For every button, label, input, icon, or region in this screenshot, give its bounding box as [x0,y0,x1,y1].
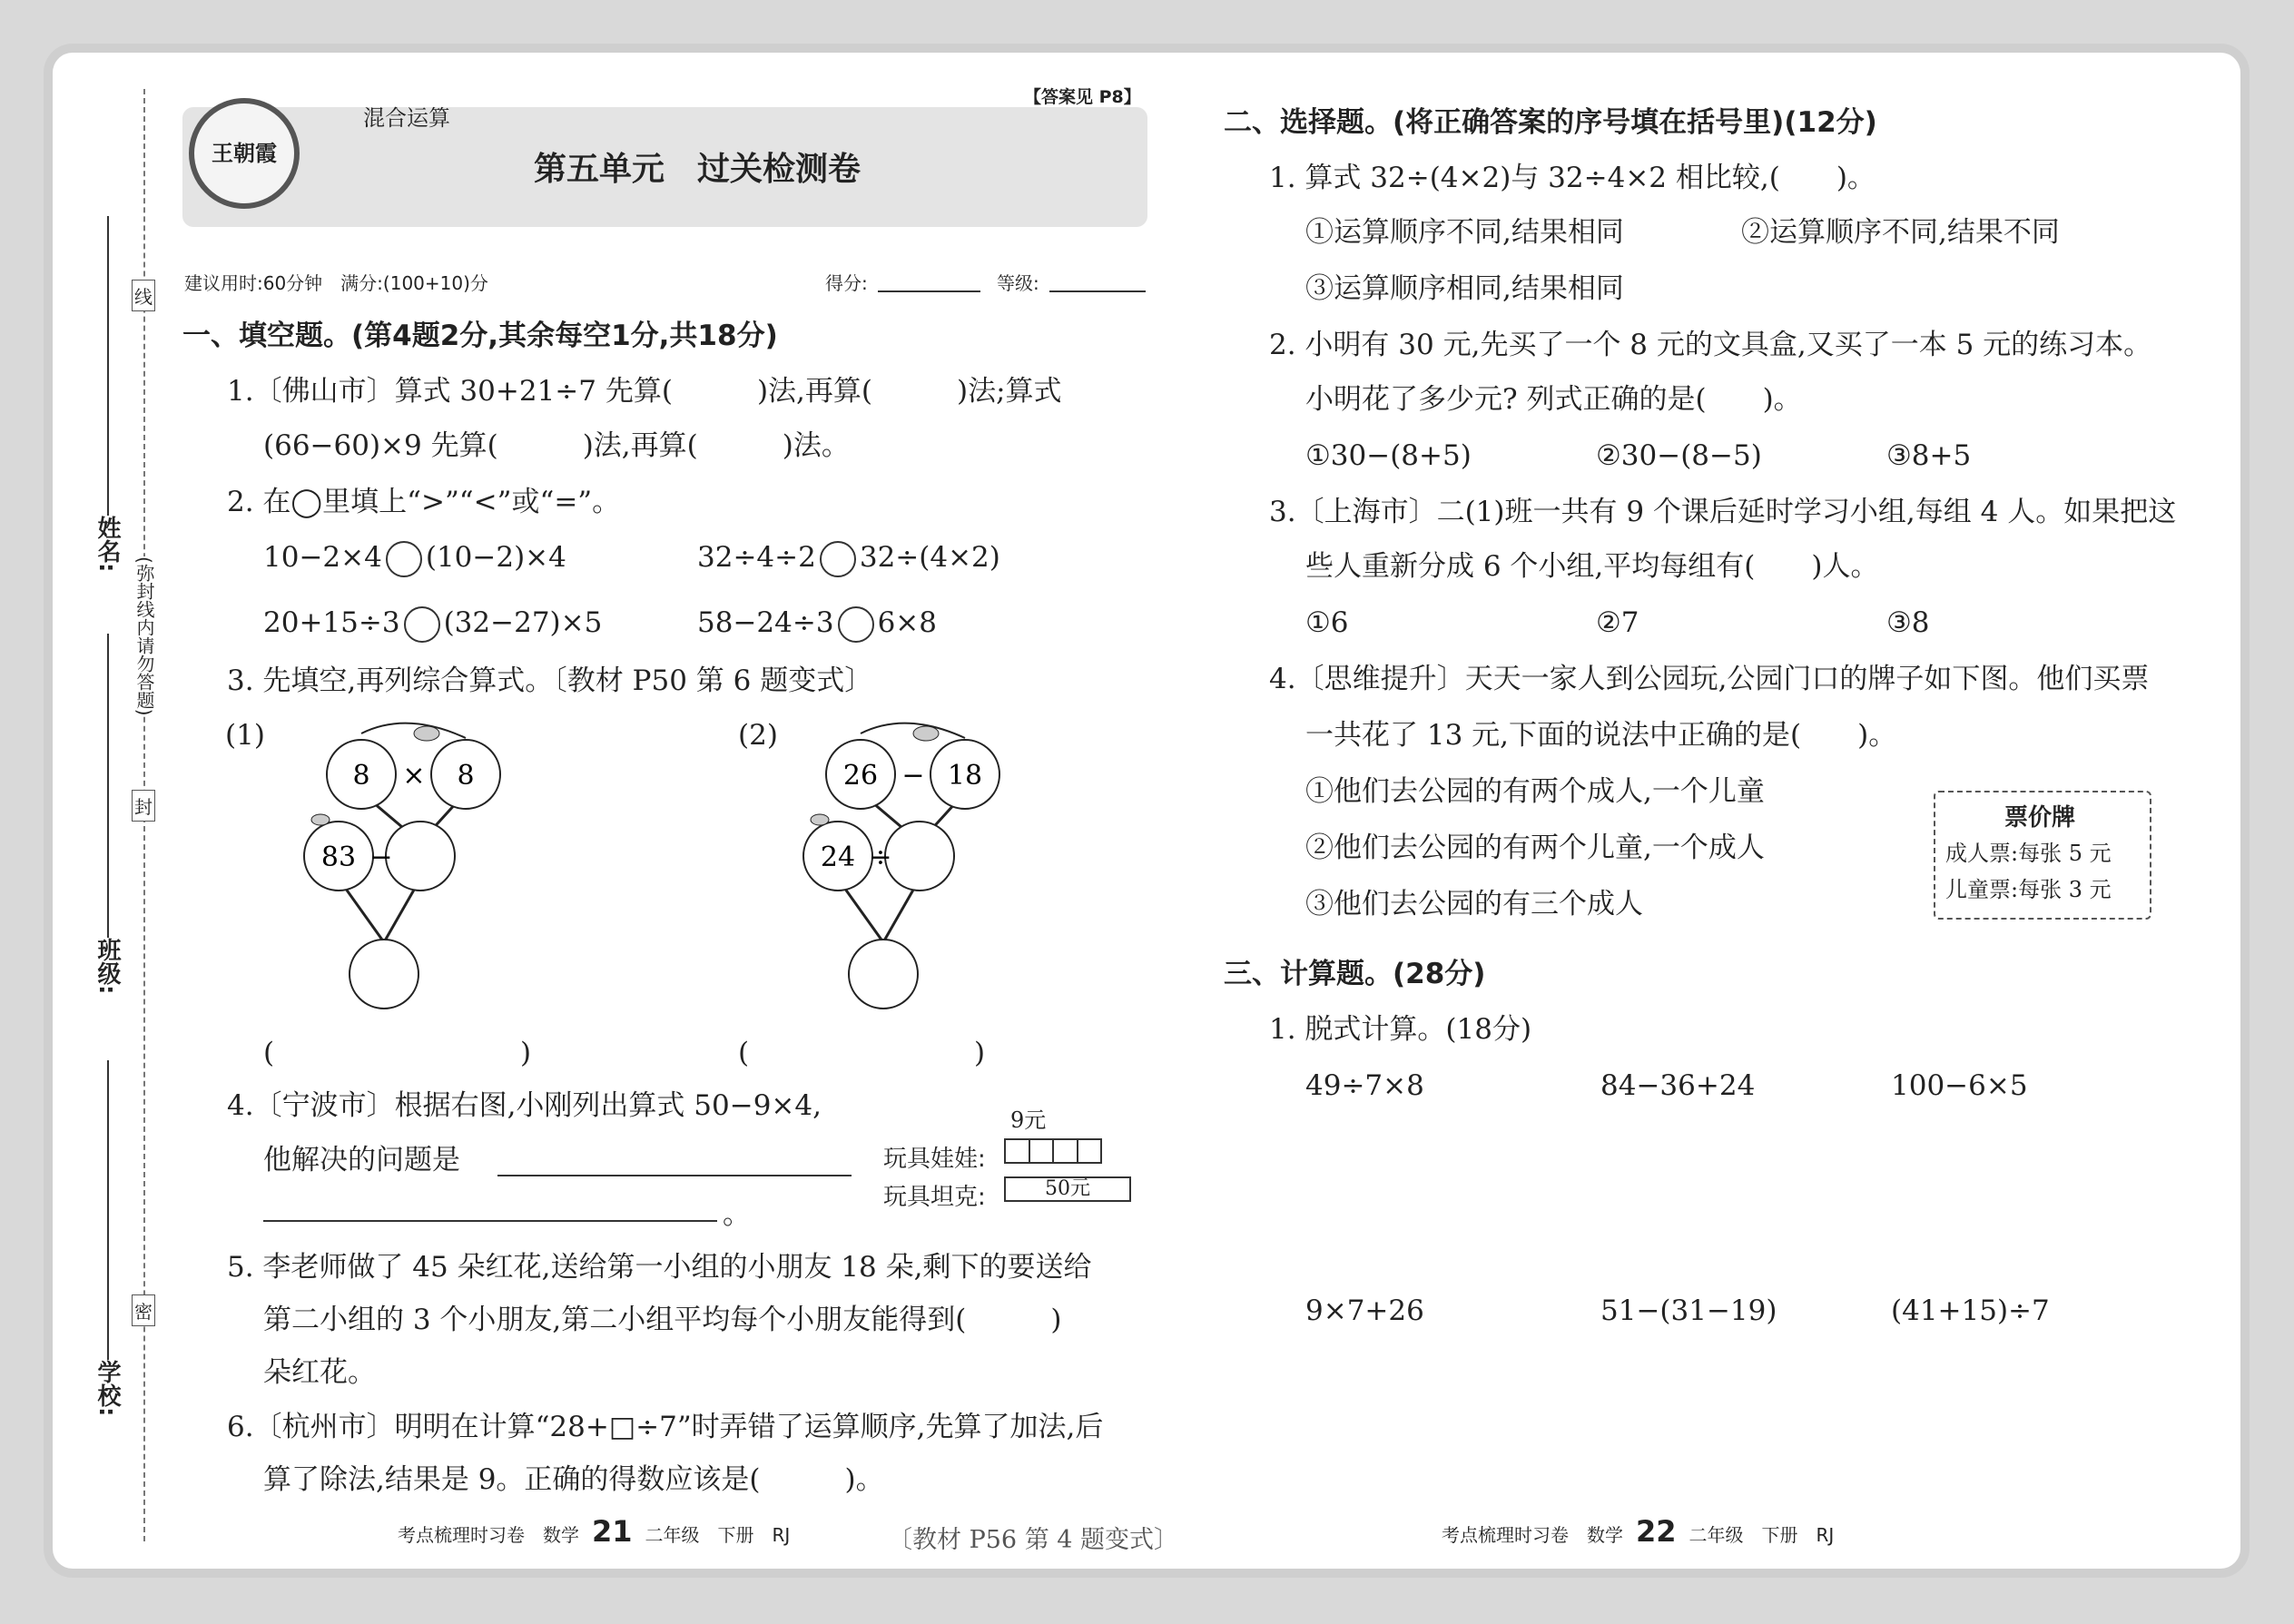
grade-label: 等级: [997,272,1039,294]
q3-answer-close-2: ) [974,1037,986,1069]
q2-item-4: 58−24÷3 6×8 [697,605,937,643]
margin-line-mark: 线 [132,280,155,311]
exam-paper [53,53,2240,1569]
page-title: 第五单元 过关检测卷 [534,151,861,188]
q4-answer-blank-1[interactable] [497,1175,852,1176]
tree1-op1: × [402,760,426,792]
tree1-op2: − [369,842,393,873]
class-label: 班级: [94,938,121,995]
ticket-adult: 成人票:每张 5 元 [1945,841,2112,866]
q2-item-2: 32÷4÷2 32÷(4×2) [697,539,1000,577]
q5-line3: 朵红花。 [263,1356,376,1389]
q4-end-mark: 。 [723,1198,751,1231]
compare-circle[interactable] [820,541,856,577]
tree2-op2: ÷ [869,842,892,873]
s2-q1-text: 1. 算式 32÷(4×2)与 32÷4×2 相比较,( )。 [1269,162,1876,194]
q3-answer-open-2: ( [738,1037,750,1069]
s2-q2-opt3: ③8+5 [1886,439,1972,472]
q2-text: 2. 在◯里填上“>”“<”或“=”。 [227,486,621,518]
calc-item-4: 9×7+26 [1305,1294,1424,1327]
s2-q2-line1: 2. 小明有 30 元,先买了一个 8 元的文具盒,又买了一本 5 元的练习本。 [1269,329,2152,361]
s2-q4-opt1: ①他们去公园的有两个成人,一个儿童 [1305,775,1765,808]
name-label: 姓名: [94,516,121,573]
school-line [107,1060,109,1360]
time-score-info: 建议用时:60分钟 满分:(100+10)分 [184,272,488,294]
compare-circle[interactable] [386,541,422,577]
ticket-title: 票价牌 [2004,804,2076,832]
tank-label: 玩具坦克: [883,1184,986,1211]
calc-item-3: 100−6×5 [1891,1069,2028,1102]
s2-q4-opt3: ③他们去公园的有三个成人 [1305,888,1643,920]
q3-answer-open-1: ( [263,1037,275,1069]
doll-price-label: 9元 [1010,1107,1047,1133]
q3-answer-close-1: ) [520,1037,532,1069]
tree2-op1: − [901,760,925,792]
ticket-child: 儿童票:每张 3 元 [1945,877,2112,902]
footer-right: 考点梳理时习卷 数学 22 二年级 下册 RJ [1442,1514,1835,1549]
s2-q2-opt2: ②30−(8−5) [1596,439,1762,472]
publisher-logo: 王朝霞 [189,98,300,209]
doll-label: 玩具娃娃: [883,1146,986,1173]
apple-tree-diagram-1 [271,715,561,1024]
s2-q4-opt2: ②他们去公园的有两个儿童,一个成人 [1305,832,1765,864]
calc-item-2: 84−36+24 [1600,1069,1756,1102]
s2-q4-line2: 一共花了 13 元,下面的说法中正确的是( )。 [1305,719,1897,752]
margin-note: (弥封线内请勿答题) [133,556,155,716]
unit-tag: 混合运算 [363,105,450,131]
answer-ref: 【答案见 P8】 [1024,87,1141,107]
tree2-num-c: 24 [820,842,856,873]
calc-item-5: 51−(31−19) [1600,1294,1777,1327]
calc-item-6: (41+15)÷7 [1891,1294,2050,1327]
q2-item-1: 10−2×4 (10−2)×4 [263,539,566,577]
class-line [107,634,109,938]
tree1-num-c: 83 [320,842,357,873]
tree2-num-b: 18 [947,760,983,792]
q6-textbook-ref: 〔教材 P56 第 4 题变式〕 [888,1526,1179,1554]
s3-q1-text: 1. 脱式计算。(18分) [1269,1013,1532,1046]
score-blank[interactable] [878,290,980,292]
tree1-num-b: 8 [457,760,475,792]
section2-title: 二、选择题。(将正确答案的序号填在括号里)(12分) [1224,106,1877,139]
footer-left: 考点梳理时习卷 数学 21 二年级 下册 RJ [398,1514,791,1549]
q3-label-1: (1) [225,719,265,752]
doll-bar [1004,1138,1102,1164]
margin-secret-mark: 密 [132,1294,155,1326]
section1-title: 一、填空题。(第4题2分,其余每空1分,共18分) [182,320,778,352]
s2-q1-opt3: ③运算顺序相同,结果相同 [1305,272,1624,305]
s2-q1-opt1: ①运算顺序不同,结果相同 [1305,216,1624,249]
apple-tree-diagram-2 [770,715,1060,1024]
name-line [107,216,109,516]
compare-circle[interactable] [404,606,440,643]
school-label: 学校: [94,1360,121,1417]
q3-label-2: (2) [738,719,778,752]
q1-line2: (66−60)×9 先算( )法,再算( )法。 [263,429,850,462]
calc-item-1: 49÷7×8 [1305,1069,1424,1102]
q3-text: 3. 先填空,再列综合算式。〔教材 P50 第 6 题变式〕 [227,664,873,697]
q5-line1: 5. 李老师做了 45 朵红花,送给第一小组的小朋友 18 朵,剩下的要送给 [227,1251,1092,1284]
q4-answer-blank-2[interactable] [263,1220,717,1222]
s2-q1-opt2: ②运算顺序不同,结果不同 [1741,216,2060,249]
score-label: 得分: [825,272,868,294]
margin-seal-mark: 封 [132,790,155,822]
s2-q2-opt1: ①30−(8+5) [1305,439,1472,472]
s2-q3-line2: 些人重新分成 6 个小组,平均每组有( )人。 [1305,550,1879,583]
tree2-num-a: 26 [842,760,879,792]
s2-q3-opt2: ②7 [1596,606,1639,639]
grade-blank[interactable] [1049,290,1146,292]
q5-line2: 第二小组的 3 个小朋友,第二小组平均每个小朋友能得到( ) [263,1304,1062,1336]
s2-q2-line2: 小明花了多少元? 列式正确的是( )。 [1305,383,1802,416]
compare-circle[interactable] [838,606,874,643]
q4-line2: 他解决的问题是 [263,1144,460,1176]
q2-item-3: 20+15÷3 (32−27)×5 [263,605,602,643]
s2-q3-line1: 3.〔上海市〕二(1)班一共有 9 个课后延时学习小组,每组 4 人。如果把这 [1269,496,2177,528]
q6-line2: 算了除法,结果是 9。正确的得数应该是( )。 [263,1463,884,1496]
tank-bar: 50元 [1004,1176,1131,1202]
s2-q3-opt3: ③8 [1886,606,1930,639]
section3-title: 三、计算题。(28分) [1224,958,1486,990]
tree1-num-a: 8 [352,760,370,792]
q4-line1: 4.〔宁波市〕根据右图,小刚列出算式 50−9×4, [227,1089,822,1122]
q1-line1: 1.〔佛山市〕算式 30+21÷7 先算( )法,再算( )法;算式 [227,375,1062,408]
s2-q4-line1: 4.〔思维提升〕天天一家人到公园玩,公园门口的牌子如下图。他们买票 [1269,663,2150,695]
s2-q3-opt1: ①6 [1305,606,1349,639]
q6-line1: 6.〔杭州市〕明明在计算“28+□÷7”时弄错了运算顺序,先算了加法,后 [227,1411,1104,1443]
